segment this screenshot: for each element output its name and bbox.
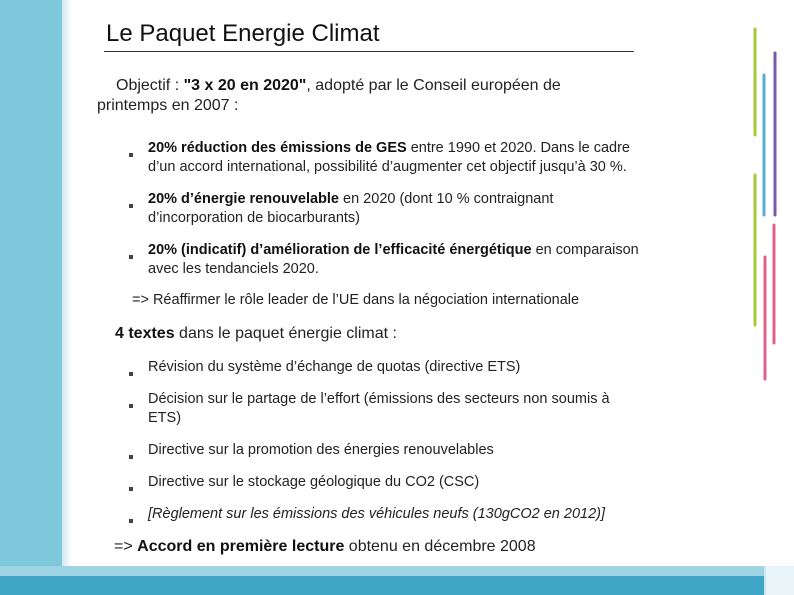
target-3-bold: 20% (indicatif) d’amélioration de l’efficacité énergétique — [148, 242, 532, 258]
target-item-1 — [148, 139, 630, 177]
bullet-icon — [129, 519, 133, 523]
corner-decoration — [764, 566, 794, 595]
text-item-2 — [148, 390, 610, 428]
texts-heading-rest: dans le paquet énergie climat : — [174, 325, 397, 342]
conclusion-leader: => Réaffirmer le rôle leader de l’UE dans la négociation internationale — [132, 292, 580, 308]
objective-rest: , adopté par le Conseil européen de — [306, 77, 561, 94]
target-1-bold: 20% réduction des émissions de GES — [148, 140, 407, 156]
decorative-stripes — [748, 25, 788, 385]
bullet-icon — [129, 455, 133, 459]
bullet-icon — [129, 153, 133, 157]
target-3-line2: avec les tendanciels 2020. — [148, 261, 319, 277]
conclusion-accord-bold: Accord en première lecture — [137, 538, 345, 555]
objective-highlight: "3 x 20 en 2020" — [183, 77, 307, 94]
target-1-line2: d’un accord international, possibilité d’augmenter cet objectif jusqu’à 30 %. — [148, 159, 627, 175]
text-item-4: Directive sur le stockage géologique du CO2 (CSC) — [148, 474, 480, 490]
objective-prefix: Objectif : — [116, 77, 184, 94]
conclusion-accord-rest: obtenu en décembre 2008 — [344, 538, 536, 555]
target-2-bold: 20% d’énergie renouvelable — [148, 191, 339, 207]
target-2-rest: en 2020 (dont 10 % contraignant — [339, 191, 554, 207]
objective-line1 — [116, 76, 561, 95]
texts-heading — [115, 324, 397, 343]
left-band-gradient — [62, 0, 72, 595]
target-item-3 — [148, 241, 639, 279]
target-item-2 — [148, 190, 553, 228]
target-1-rest: entre 1990 et 2020. Dans le cadre — [406, 140, 630, 156]
slide-title: Le Paquet Energie Climat — [106, 20, 380, 47]
bullet-icon — [129, 487, 133, 491]
bullet-icon — [129, 372, 133, 376]
text-item-2-line2: ETS) — [148, 410, 182, 426]
text-item-1: Révision du système d’échange de quotas (directive ETS) — [148, 359, 521, 375]
conclusion-accord-prefix: => — [114, 538, 138, 555]
text-item-5: [Règlement sur les émissions des véhicules neufs (130gCO2 en 2012)] — [148, 506, 605, 522]
bullet-icon — [129, 255, 133, 259]
text-item-2-line1: Décision sur le partage de l’effort (émissions des secteurs non soumis à — [148, 391, 610, 407]
bullet-icon — [129, 404, 133, 408]
title-underline — [104, 51, 634, 52]
conclusion-accord — [114, 537, 536, 556]
target-3-rest: en comparaison — [531, 242, 639, 258]
text-item-3: Directive sur la promotion des énergies renouvelables — [148, 442, 494, 458]
objective-line2: printemps en 2007 : — [97, 97, 239, 114]
bottom-decorative-band — [0, 566, 794, 595]
bullet-icon — [129, 204, 133, 208]
target-2-line2: d’incorporation de biocarburants) — [148, 210, 360, 226]
left-decorative-band — [0, 0, 62, 595]
texts-heading-bold: 4 textes — [115, 325, 175, 342]
